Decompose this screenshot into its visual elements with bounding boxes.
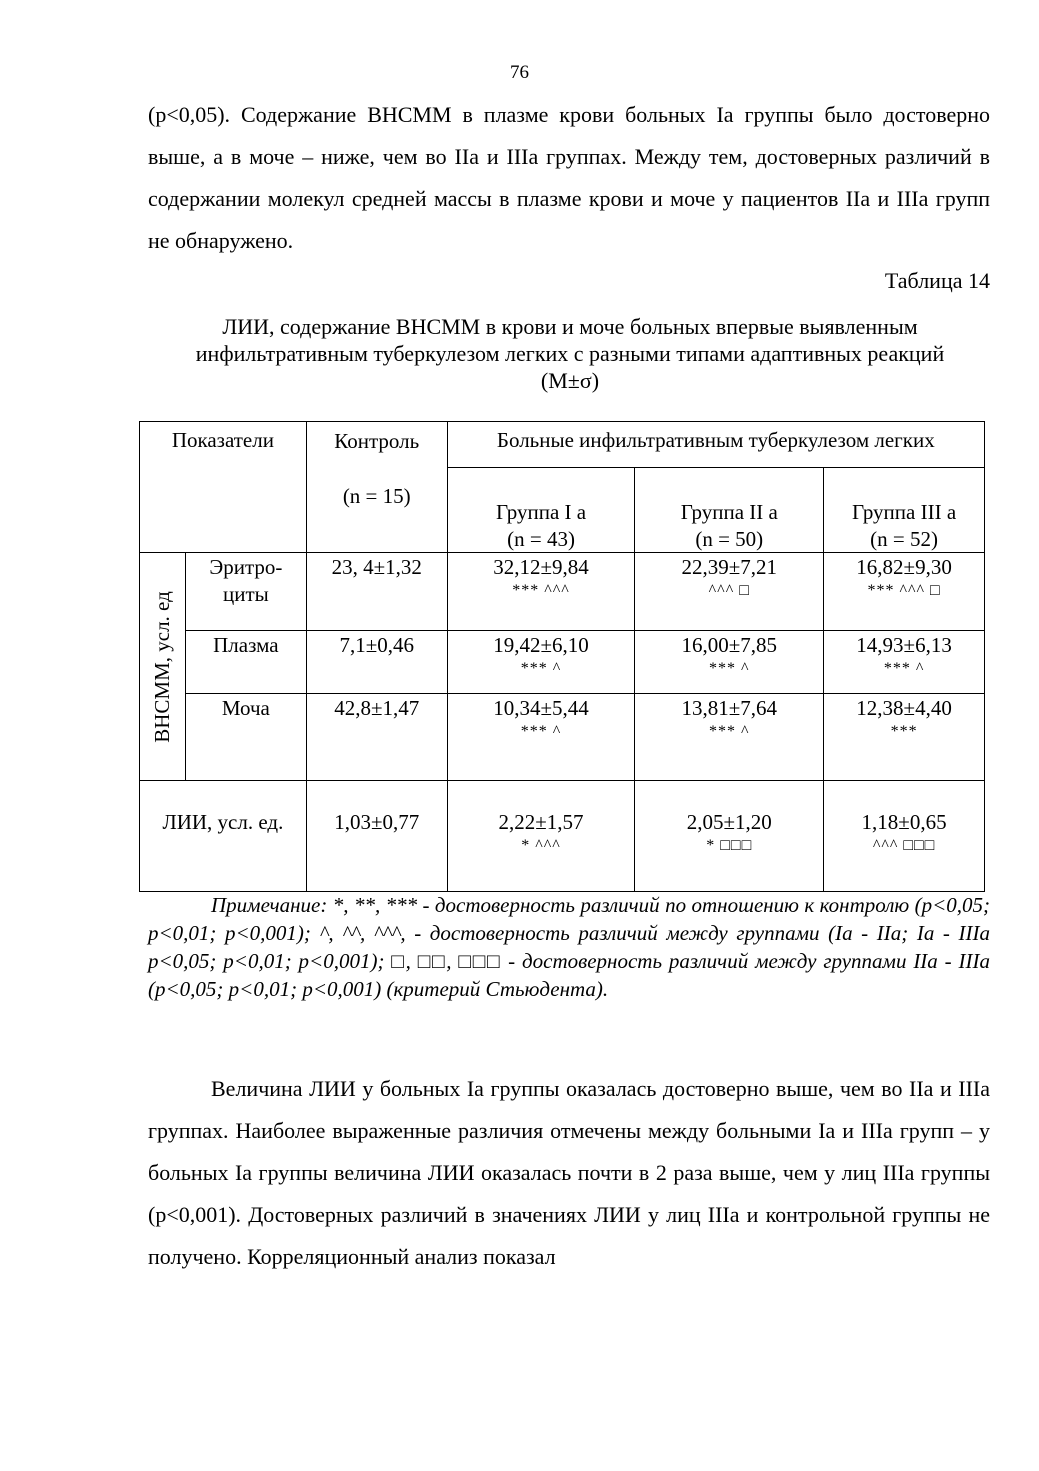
significance-mark: *** ^ — [520, 723, 562, 740]
cell-group-3 — [824, 781, 985, 892]
table-row-urine — [140, 694, 985, 781]
cell-value: 19,42±6,10 — [493, 633, 589, 657]
header-control-label: Контроль — [334, 429, 420, 453]
cell-value: 23, 4±1,32 — [331, 555, 422, 579]
row-label-erythrocytes — [185, 553, 306, 631]
lii-label: ЛИИ, усл. ед. — [162, 810, 284, 834]
significance-mark: * ^^^ — [521, 837, 561, 854]
cell-value: 32,12±9,84 — [493, 555, 589, 579]
cell-group-3 — [824, 631, 985, 694]
cell-value: 1,18±0,65 — [861, 810, 947, 834]
header-control-n: (n = 15) — [342, 484, 411, 508]
header-group-2 — [635, 468, 824, 553]
cell-control — [306, 694, 447, 781]
cell-group-2 — [635, 553, 824, 631]
cell-value: 7,1±0,46 — [339, 633, 414, 657]
cell-value: 13,81±7,64 — [681, 696, 778, 720]
cell-control — [306, 631, 447, 694]
group-1-name: Группа I а — [495, 500, 587, 524]
table-title — [130, 313, 1010, 394]
significance-mark: * □□□ — [706, 837, 753, 854]
cell-group-2 — [635, 694, 824, 781]
cell-group-3 — [824, 694, 985, 781]
cell-value: 16,82±9,30 — [856, 555, 952, 579]
table-title-line-1: ЛИИ, содержание ВНСММ в крови и моче больных впервые выявленным — [222, 314, 918, 339]
cell-value: 22,39±7,21 — [681, 555, 778, 579]
table-title-line-2: инфильтративным туберкулезом легких с разными типами адаптивных реакций — [195, 341, 945, 366]
page-number: 76 — [510, 62, 529, 83]
significance-mark: ^^^ □□□ — [872, 837, 936, 854]
closing-paragraph: Величина ЛИИ у больных Iа группы оказалась достоверно выше, чем во IIа и IIIа группах. Наиболее выраженные различия отмечены между больными Iа и IIIа групп – у больных Iа группы величина ЛИИ оказалась почти в 2 раза выше, чем у лиц IIIа группы (p<0,001). Достоверных различий в значениях ЛИИ у лиц IIIа и контрольной группы не получено. Корреляционный анализ показал — [148, 1076, 990, 1269]
cell-value: 2,05±1,20 — [686, 810, 772, 834]
significance-mark: *** ^ — [520, 660, 562, 677]
header-indicators: Показатели — [140, 422, 307, 553]
header-group-3 — [824, 468, 985, 553]
header-group-1 — [447, 468, 635, 553]
group-3-name: Группа III а — [852, 500, 957, 524]
row-label-urine — [185, 694, 306, 781]
significance-mark: *** ^^^ — [512, 582, 570, 599]
table-row-plasma — [140, 631, 985, 694]
significance-mark: ^^^ □ — [708, 582, 750, 599]
cell-group-1 — [447, 694, 635, 781]
cell-value: 16,00±7,85 — [681, 633, 778, 657]
plasma-label: Плазма — [213, 633, 279, 657]
cell-value: 10,34±5,44 — [493, 696, 589, 720]
cell-value: 12,38±4,40 — [856, 696, 952, 720]
significance-mark: *** — [890, 723, 918, 740]
vnsmm-label: ВНСММ, усл. ед — [150, 590, 175, 743]
group-2-name: Группа II а — [680, 500, 778, 524]
table-row-erythrocytes — [140, 553, 985, 631]
cell-value: 1,03±0,77 — [334, 810, 420, 834]
header-control — [306, 422, 447, 553]
note-label: Примечание: — [211, 893, 328, 917]
row-label-lii — [140, 781, 307, 892]
table-header-row — [140, 422, 985, 468]
table-title-line-3: (M±σ) — [540, 368, 600, 393]
significance-mark: *** ^ — [883, 660, 925, 677]
cell-group-1 — [447, 631, 635, 694]
cell-group-1 — [447, 553, 635, 631]
cell-group-3 — [824, 553, 985, 631]
cell-value: 14,93±6,13 — [856, 633, 952, 657]
cell-value: 42,8±1,47 — [334, 696, 420, 720]
results-table — [139, 421, 985, 892]
intro-paragraph: (p<0,05). Содержание ВНСММ в плазме крови больных Iа группы было достоверно выше, а в моче – ниже, чем во IIа и IIIа группах. Между тем, достоверных различий в содержании молекул средней массы в плазме крови и моче у пациентов IIа и IIIа групп не обнаружено. — [148, 102, 990, 253]
erythrocytes-label-2: циты — [222, 582, 269, 606]
group-3-n: (n = 52) — [870, 527, 938, 551]
cell-group-1 — [447, 781, 635, 892]
row-label-plasma — [185, 631, 306, 694]
significance-mark: *** ^ — [709, 723, 750, 740]
note-text: *, **, *** - достоверность различий по отношению к контролю (p<0,05; p<0,01; p<0,001); ^, ^^, ^^^, - достоверность различий между группами (Iа - IIа; Iа - IIIа p<0,05; p<0,01; p<0,001); □, □□, □□□ - достоверность различий между группами IIа - IIIа (p<0,05; p<0,01; p<0,001) (критерий Стьюдента). — [148, 893, 990, 1001]
significance-mark: *** ^^^ □ — [867, 582, 941, 599]
table-note — [148, 891, 990, 1003]
table-label: Таблица 14 — [884, 268, 990, 293]
header-patients: Больные инфильтративным туберкулезом легких — [447, 422, 984, 468]
urine-label: Моча — [221, 696, 270, 720]
cell-control — [306, 781, 447, 892]
cell-group-2 — [635, 781, 824, 892]
significance-mark: *** ^ — [709, 660, 750, 677]
erythrocytes-label-1: Эритро- — [209, 555, 283, 579]
group-2-n: (n = 50) — [695, 527, 764, 551]
table-row-lii — [140, 781, 985, 892]
vnsmm-label-cell — [140, 553, 186, 781]
cell-control — [306, 553, 447, 631]
cell-value: 2,22±1,57 — [498, 810, 584, 834]
cell-group-2 — [635, 631, 824, 694]
group-1-n: (n = 43) — [507, 527, 575, 551]
